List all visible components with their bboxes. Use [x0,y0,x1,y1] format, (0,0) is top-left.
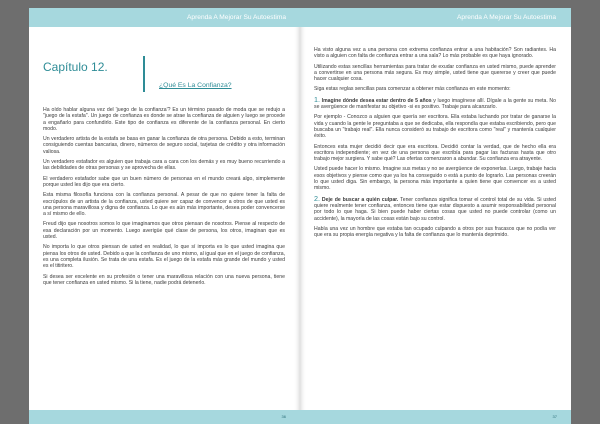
paragraph: Por ejemplo - Conozco a alguien que quería ser escritora. Ella estaba luchando por tratar de ganarse la vida y cuando la gente le preguntaba a que se dedicaba, ella respondía que estaba escribiendo, pero que buscaba un "trabajo real". Ella nunca consideró su trabajo de escritora como "real" y mantenía cualquier éxito. [314,114,556,140]
paragraph: El verdadero estafador sabe que un buen número de personas en el mundo creará algo, simplemente porque usted les dijo que era cierto. [43,175,285,188]
paragraph: Usted puede hacer lo mismo. Imagine sus metas y no se avergüence de exponerlas. Luego, trabaje hacia esos objetivos y piense como que ya los ha conseguido o está a punto de lograrlo. Las personas creerán lo que usted diga. Sin embargo, la persona más importante a quien tiene que convencer es a usted mismo. [314,166,556,192]
chapter-subtitle: ¿Qué Es La Confianza? [159,82,232,89]
rule-number: 2. [314,193,320,203]
paragraph: Ha oído hablar alguna vez del 'juego de la confianza'? Es un término pasado de moda que se redujo a "juego de la estafa". Un juego de confianza es donde se atrae la confianza de alguien y luego se procede a engañarlo para confundirlo. Este tipo de confianza es diferente de la confianza personal. En cierto modo. [43,107,285,132]
rule-item-2 [314,193,557,222]
paragraph: Freud dijo que nosotros somos lo que imaginamos que otros piensan de nosotros. Piense al respecto de esa declaración por un momento. Luego averigüe qué clase de persona, los otros, imaginan que es usted. [43,221,285,241]
paragraph: Utilizando estas sencillas herramientas para tratar de exudar confianza en usted mismo, puede aprender a convertirse en una persona más segura. Es muy simple, usted tiene que quererse y creer que puede hacer cualquier cosa. [314,63,556,83]
left-body-text [43,107,285,290]
header-title: Aprenda A Mejorar Su Autoestima [457,14,556,21]
rule-text: Tener confianza significa tomar el control total de su vida. Si usted quiere realmente tener confianza, entonces tiene que estar dispuesto a asumir responsabilidad personal por todo lo que haga. Si bien puede haber ciertas cosas que usted no puede controlar (como un accidente), la mayoría de las cosas están bajo su control. [314,196,557,222]
right-body-text [314,47,556,242]
chapter-divider [143,56,145,92]
rule-text: y luego imagínese allí. Dígale a la gente su meta. No se avergüence de manifestar su objetivo -si es positivo. Trabaje para alcanzarlo. [314,97,556,111]
paragraph: Si desea ser excelente en su profesión o tener una maravillosa relación con una nueva persona, tiene que tener confianza en usted mismo. Si la tiene, nadie podrá detenerlo. [43,273,285,286]
paragraph: Siga estas reglas sencillas para comenzar a obtener más confianza en este momento: [314,86,511,93]
rule-number: 1. [314,94,320,104]
right-page [300,8,571,424]
page-number: 36 [281,414,286,419]
paragraph: Un verdadero estafador es alguien que trabaja cara a cara con los demás y es muy bueno recurriendo a las debilidades de otras personas y se aprovecha de ellas. [43,159,285,172]
rule-heading: Deje de buscar a quién culpar. [321,196,399,203]
paragraph: No importa lo que otros piensan de usted en realidad, lo que sí importa es lo que usted imagina que piensa los otros de usted. Debido a que la confianza de uno mismo, al igual que en el juego de confianza, es una completa ilusión. Se trata de una estafa. Es el juego de la estafa más grande del mundo y usted es el titiritero. [43,244,285,270]
paragraph: Había una vez un hombre que estaba tan ocupado culpando a otros por sus fracasos que no podía ver que era su propia energía negativa y la falta de confianza que lo mantenía deprimido. [314,225,556,239]
rule-heading: Imagine dónde desea estar dentro de 5 años [321,97,432,104]
chapter-title: Capítulo 12. [43,60,108,74]
left-page-header [29,8,300,27]
paragraph: Esta misma filosofía funciona con la confianza personal. A pesar de que no quiere tener la falta de escrúpulos de un artista de la confianza, usted quiere ser capaz de convencer a otros de que usted es una persona maravillosa y digna de confianza. Lo que es aún más importante, desea poder convencerse a sí mismo de ello. [43,192,285,218]
book-spread [29,8,571,424]
page-number: 37 [552,414,557,419]
paragraph: Ha visto alguna vez a una persona con extrema confianza entrar a una habitación? Son radiantes. Ha visto a alguien con falta de confianza entrar a una sala? Lo más probable es que haya ignorado. [314,47,556,60]
left-page [29,8,300,424]
paragraph: Un verdadero artista de la estafa se basa en ganar la confianza de otra persona. Debido a esto, terminan consiguiendo cuentas bancarias, dinero, números de seguro social, tarjetas de crédito y otra información valiosa. [43,136,285,155]
paragraph: Entonces esta mujer decidió decir que era escritora. Decidió contar la verdad, que de hecho ella era escritora independiente; en vez de una persona que escribía para pagar las facturas hasta que otro trabajo mejor surgiera. Y sabe qué? Las ofertas comenzaron a abundar. Su confianza era atrayente. [314,143,556,163]
right-page-footer [300,410,571,424]
left-page-footer [29,410,300,424]
header-title: Aprenda A Mejorar Su Autoestima [187,14,286,21]
right-page-header [300,8,571,27]
rule-item-1 [314,94,556,111]
